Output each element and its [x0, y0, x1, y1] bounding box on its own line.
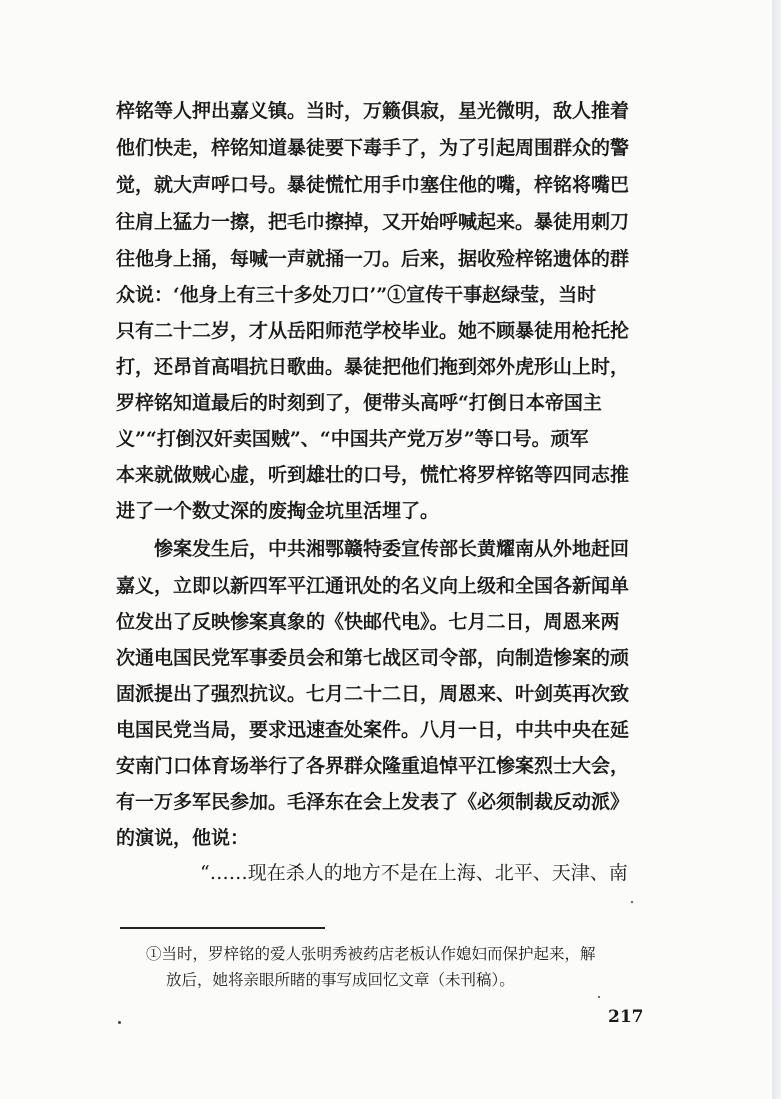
- text-line: 惨案发生后，中共湘鄂赣特委宣传部长黄耀南从外地赶回: [154, 538, 630, 560]
- text-line: 只有二十二岁，才从岳阳师范学校毕业。她不顾暴徒用枪托抡: [116, 320, 630, 342]
- text-line: 他们快走，梓铭知道暴徒要下毒手了，为了引起周围群众的警: [116, 137, 630, 159]
- footnote-separator: [120, 927, 325, 929]
- text-line: 电国民党当局，要求迅速查处案件。八月一日，中共中央在延: [116, 719, 630, 741]
- text-line: 有一万多军民参加。毛泽东在会上发表了《必须制裁反动派》: [116, 791, 630, 813]
- text-line: 安南门口体育场举行了各界群众隆重追悼平江惨案烈士大会，: [116, 755, 630, 777]
- text-line: 义”“打倒汉奸卖国贼”、“中国共产党万岁”等口号。顽军: [116, 428, 589, 450]
- text-line: 本来就做贼心虚，听到雄壮的口号，慌忙将罗梓铭等四同志推: [116, 464, 630, 486]
- text-line: 众说：‘他身上有三十多处刀口’”①宣传干事赵绿莹，当时: [116, 284, 597, 306]
- text-line: 觉，就大声呼口号。暴徒慌忙用手巾塞住他的嘴，梓铭将嘴巴: [116, 174, 630, 196]
- text-line: 次通电国民党军事委员会和第七战区司令部，向制造惨案的顽: [116, 647, 630, 669]
- footnote-line: ①当时，罗梓铭的爱人张明秀被药店老板认作媳妇而保护起来，解: [146, 945, 596, 963]
- text-line: 打，还昂首高唱抗日歌曲。暴徒把他们拖到郊外虎形山上时，: [116, 356, 630, 378]
- text-line: 往他身上捅，每喊一声就捅一刀。后来，据收殓梓铭遗体的群: [116, 248, 630, 270]
- text-line: 进了一个数丈深的废掏金坑里活埋了。: [116, 500, 440, 522]
- text-line: 固派提出了强烈抗议。七月二十二日，周恩来、叶剑英再次致: [116, 683, 630, 705]
- page-number: 217: [608, 1007, 644, 1027]
- block-quote: “……现在杀人的地方不是在上海、北平、天津、南: [200, 862, 628, 884]
- text-line: 的演说，他说：: [116, 827, 250, 849]
- page-edge: [772, 0, 781, 1099]
- text-line: 罗梓铭知道最后的时刻到了，便带头高呼“打倒日本帝国主: [116, 392, 602, 414]
- scan-speck: [118, 1021, 121, 1024]
- text-line: 梓铭等人押出嘉义镇。当时，万籁俱寂，星光微明，敌人推着: [116, 100, 630, 122]
- text-line: 位发出了反映惨案真象的《快邮代电》。七月二日，周恩来两: [116, 611, 620, 633]
- text-line: 往肩上猛力一擦，把毛巾擦掉，又开始呼喊起来。暴徒用刺刀: [116, 211, 630, 233]
- footnote-line: 放后，她将亲眼所睹的事写成回忆文章（未刊稿）。: [166, 971, 515, 989]
- text-line: 嘉义，立即以新四军平江通讯处的名义向上级和全国各新闻单: [116, 575, 630, 597]
- scan-speck: [598, 996, 600, 998]
- scan-speck: [631, 901, 633, 903]
